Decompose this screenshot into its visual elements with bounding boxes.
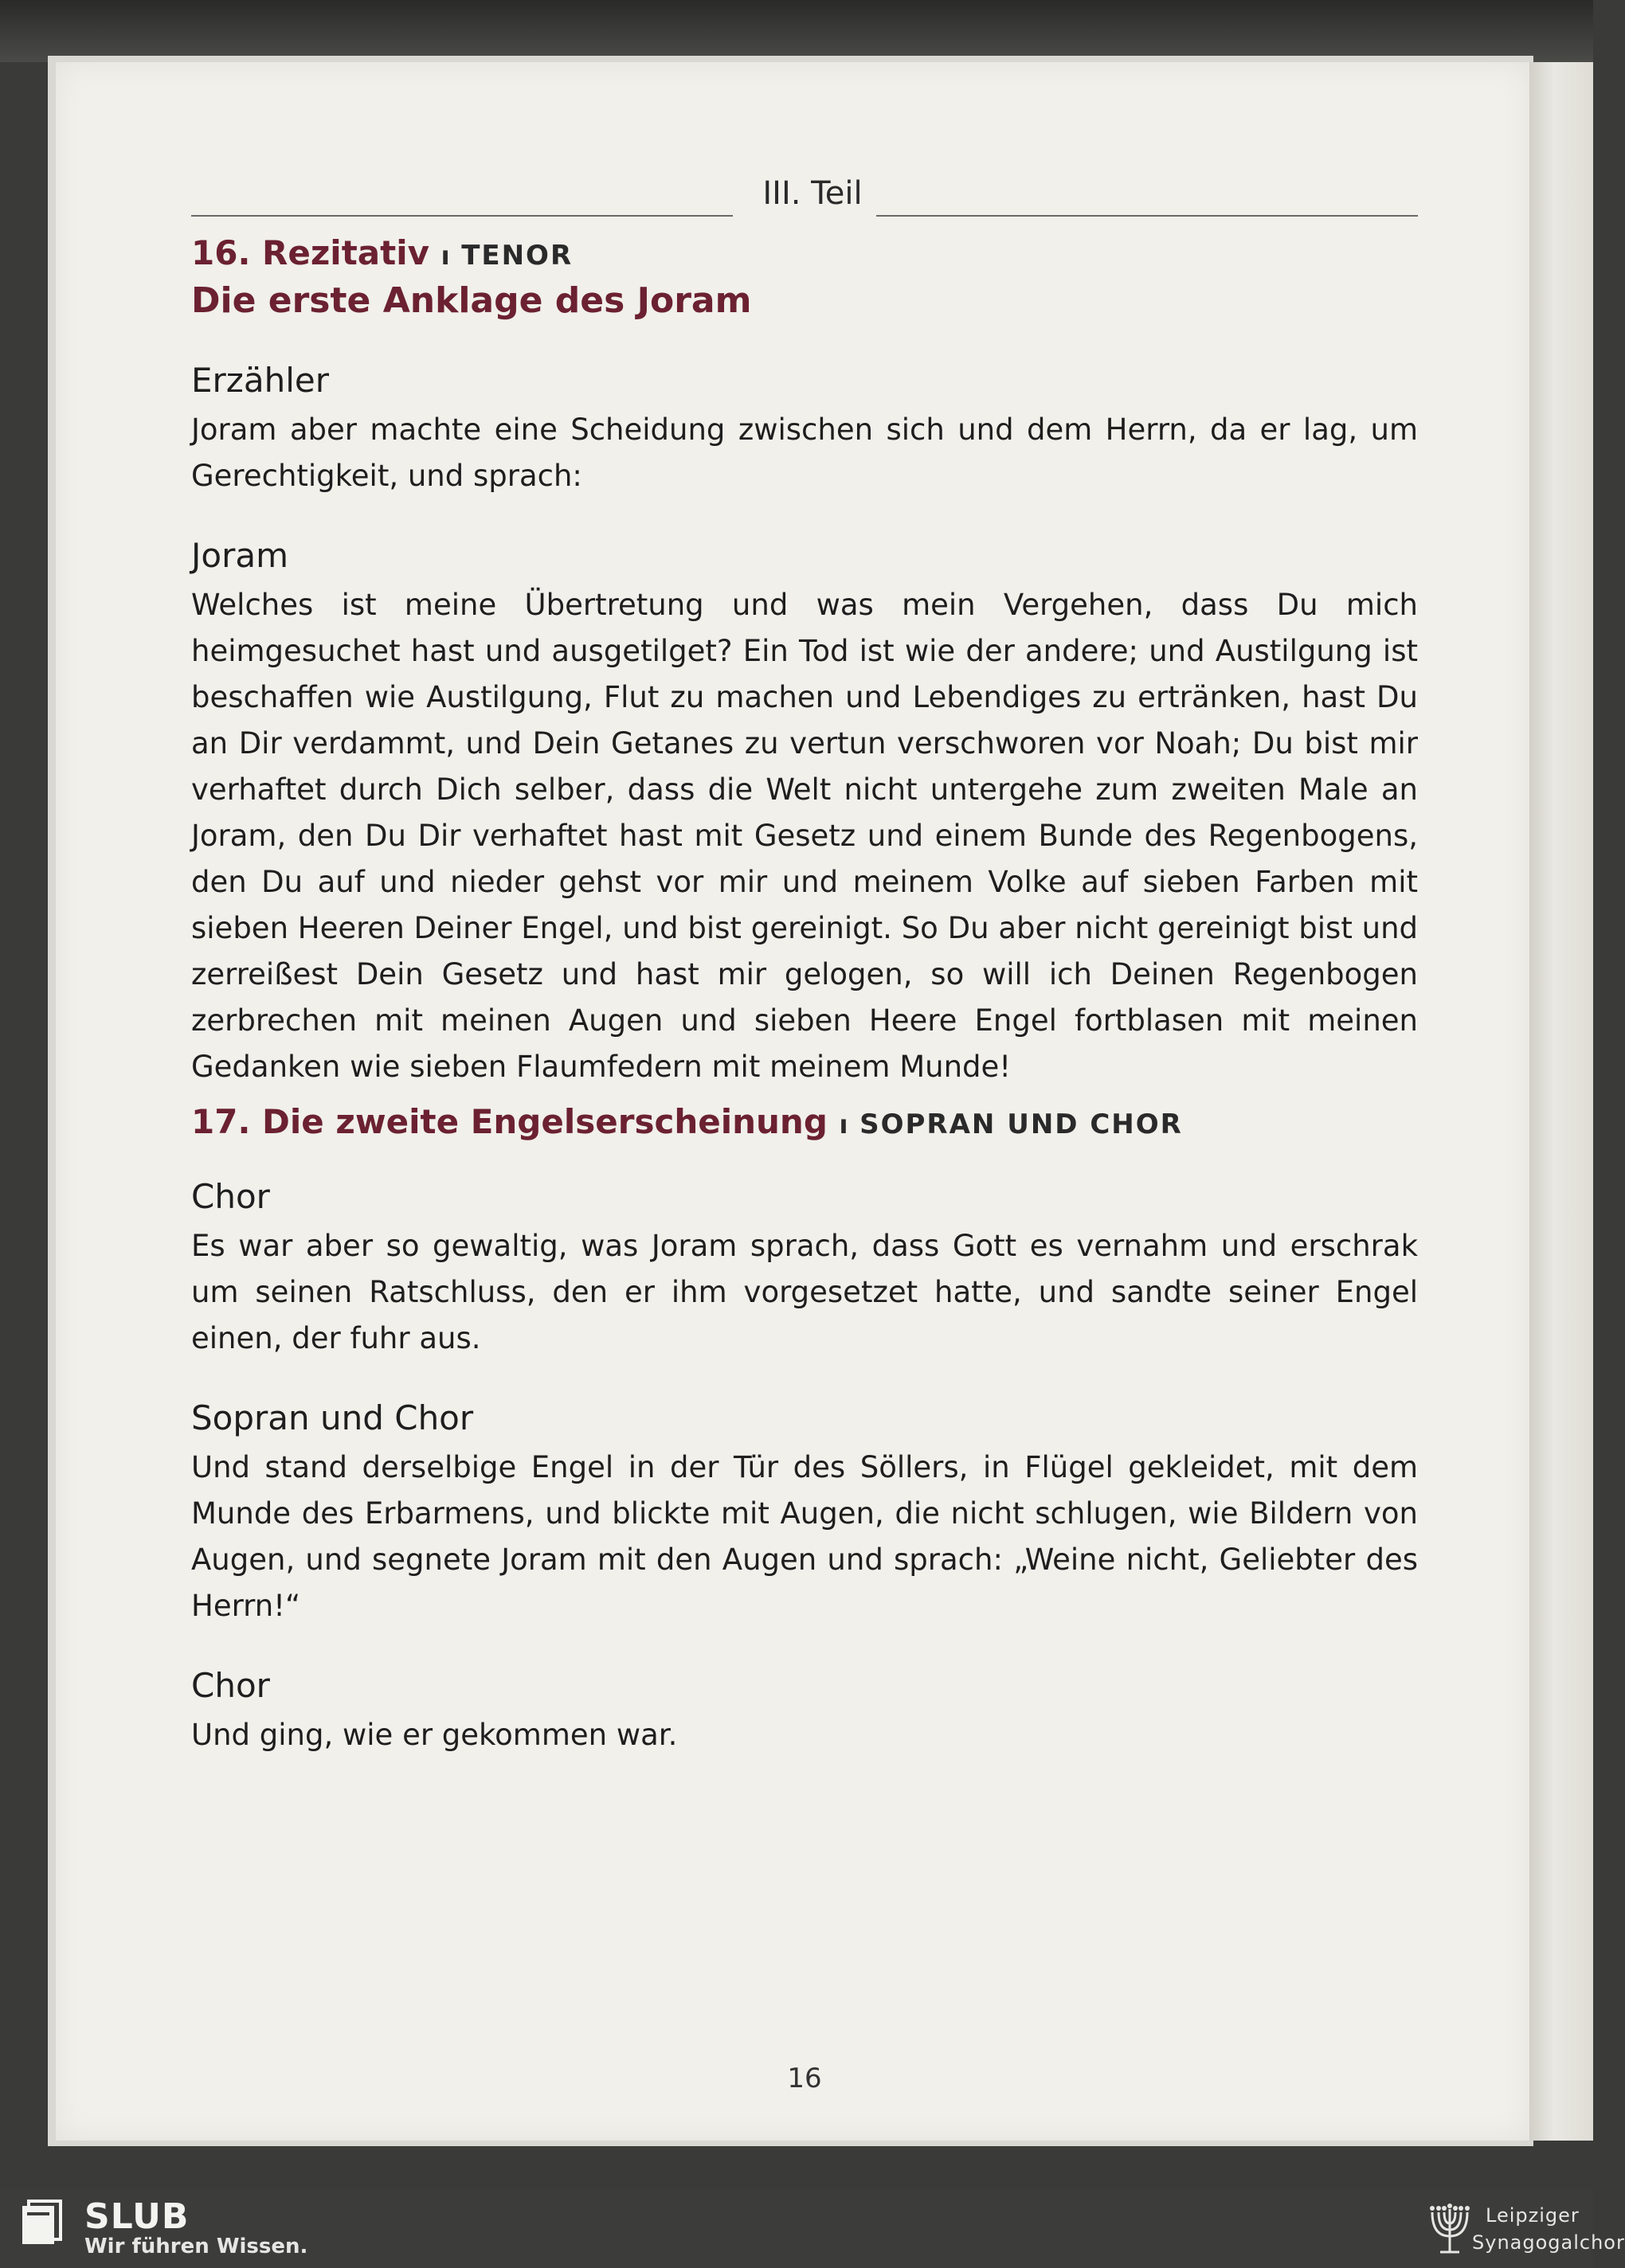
section-17-separator: ı bbox=[839, 1109, 848, 1140]
chor-text-1: Es war aber so gewaltig, was Joram sprach, dass Gott es vernahm und erschrak um seinen Ratschluss, den er ihm vorgesetzet hatte, und sandte seiner Engel einen, der fuhr aus. bbox=[191, 1229, 1418, 1355]
page-number: 16 bbox=[787, 2063, 822, 2094]
speaker-erzaehler: Erzähler bbox=[191, 361, 329, 400]
joram-text: Welches ist meine Übertretung und was mein Vergehen, dass Du mich heimgesuchet hast und ausgetilget? Ein Tod ist wie der andere; und Austilgung ist beschaffen wie Austilgung, Flut zu machen und Lebendiges zu ertränken, hast Du an Dir verdammt, und Dein Getanes zu vertun verschworen vor Noah; Du bist mir verhaftet durch Dich selber, dass die Welt nicht untergehe zum zweiten Male an Joram, den Du Dir verhaftet hast mit Gesetz und einem Bunde des Regenbogens, den Du auf und nieder gehst vor mir und meinem Volke auf sieben Farben mit sieben Heeren Deiner Engel, und bist gereinigt. So Du aber nicht gereinigt bist und zerreißest Dein Gesetz und hast mir gelogen, so will ich Deinen Regenbogen zerbrechen mit meinen Augen und sieben Heere Engel fortblasen mit meinen Gedanken wie sieben Flaumfedern mit meinem Munde! bbox=[191, 588, 1418, 1084]
speaker-sopran-und-chor: Sopran und Chor bbox=[191, 1398, 474, 1437]
section-16-voice: TENOR bbox=[461, 240, 574, 272]
choir-name-line2: Synagogalchor bbox=[1472, 2231, 1625, 2254]
next-page-edge bbox=[1528, 62, 1593, 2141]
erzaehler-text: Joram aber machte eine Scheidung zwischen sich und dem Herrn, da er lag, um Gerechtigkeit, und sprach: bbox=[191, 413, 1418, 493]
choir-name-line1: Leipziger bbox=[1486, 2204, 1580, 2227]
section-17-title bbox=[191, 1100, 1418, 1147]
page-content bbox=[191, 159, 1418, 1793]
header-rule-right bbox=[876, 215, 1418, 217]
section-16-subtitle: Die erste Anklage des Joram bbox=[191, 280, 752, 321]
header-rule-left bbox=[191, 215, 733, 217]
scan-footer bbox=[0, 2188, 1625, 2268]
speaker-chor-2: Chor bbox=[191, 1666, 270, 1705]
section-17-number-title: 17. Die zweite Engelserscheinung bbox=[191, 1102, 828, 1141]
section-16-separator: ı bbox=[441, 240, 450, 271]
scan-top-edge bbox=[0, 0, 1593, 62]
speaker-chor-1: Chor bbox=[191, 1177, 270, 1216]
menorah-icon bbox=[1426, 2201, 1474, 2258]
slub-book-icon bbox=[18, 2198, 69, 2249]
slub-slogan: Wir führen Wissen. bbox=[84, 2235, 308, 2258]
chor-text-2: Und ging, wie er gekommen war. bbox=[191, 1718, 678, 1752]
part-header bbox=[191, 159, 1418, 231]
sopran-und-chor-text: Und stand derselbige Engel in der Tür des Söllers, in Flügel gekleidet, mit dem Munde des Erbarmens, und blickte mit Augen, die nicht schlugen, wie Bildern von Augen, und segnete Joram mit den Augen und sprach: „Weine nicht, Geliebter des Herrn!“ bbox=[191, 1450, 1418, 1623]
speaker-joram: Joram bbox=[191, 536, 289, 575]
slub-name: SLUB bbox=[84, 2196, 190, 2237]
part-title: III. Teil bbox=[762, 175, 863, 212]
section-16-title bbox=[191, 231, 1418, 278]
section-16-number-title: 16. Rezitativ bbox=[191, 233, 429, 272]
section-17-voice: SOPRAN UND CHOR bbox=[859, 1109, 1183, 1140]
